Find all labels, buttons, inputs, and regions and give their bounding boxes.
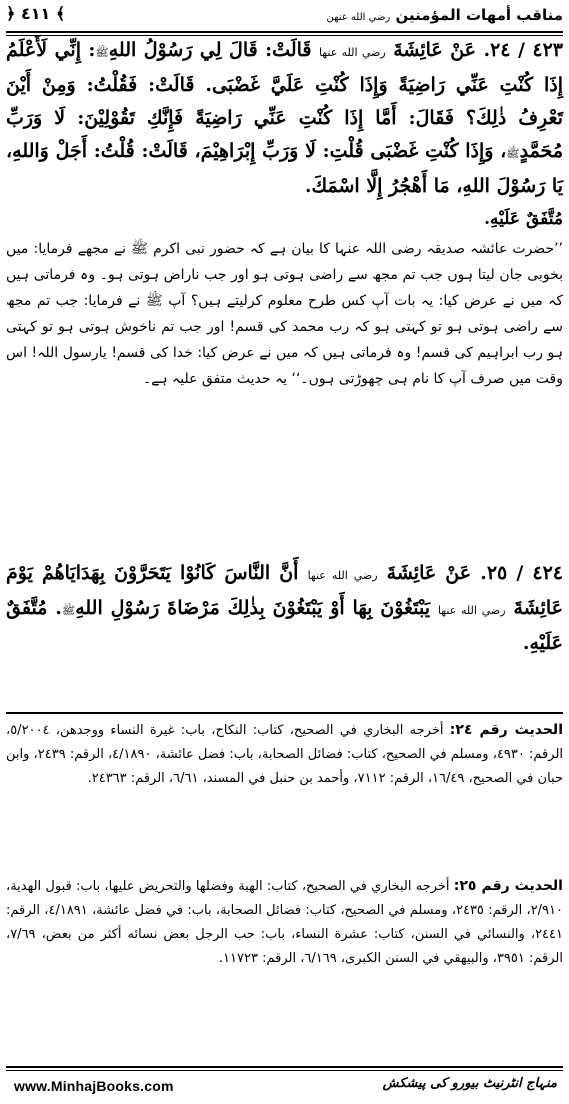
- footnote-24-label: الحديث رقم ٢٤:: [449, 722, 563, 738]
- footnote-25-label: الحديث رقم ٢٥:: [453, 878, 563, 894]
- footer-publisher: منہاج انٹرنیٹ بیورو کی پیشکش: [382, 1076, 557, 1091]
- hadith-25-text-a: أَنَّ النَّاسَ كَانُوْا يَتَحَرَّوْنَ بِهَدَايَاهُمْ يَوْمَ عَائِشَةَ: [6, 562, 563, 619]
- hadith-25-number: ٤٢٤ / ٢٥.: [480, 562, 563, 584]
- hadith-24-narrator: عَنْ عَائِشَةَ: [393, 39, 476, 61]
- hadith-24: [6, 34, 563, 236]
- hadith-25-grading: . مُتَّفَقٌ عَلَيْهِ.: [6, 597, 563, 654]
- footnote-24-text: أخرجه البخاري في الصحيح، كتاب: النكاح، باب: غيرة النساء ووجدهن، ٥/٢٠٠٤، الرقم: ٤٩٣٠، ومسلم في الصحيح، كتاب: فضائل الصحابة، باب: فضل عائشة، ٤/١٨٩٠، الرقم: ٢٤٣٩، وابن حبان في الصحيح، ١٦/٤٩، الرقم: ٧١١٢، وأحمد بن حنبل في المسند، ٦/٦١، الرقم: ٢٤٣٦٣.: [6, 723, 564, 786]
- hadith-25-narrator: عَنْ عَائِشَةَ: [386, 562, 472, 584]
- header-rule: [6, 31, 563, 33]
- hadith-25: [6, 557, 563, 660]
- page-number: ﴿ ٤١١ ﴾: [6, 4, 66, 23]
- salutation-mark: ﷺ: [95, 46, 109, 59]
- footnote-rule: [6, 712, 563, 714]
- hadith-25-honorific: رضي الله عنها: [307, 569, 378, 582]
- footer-website-link[interactable]: www.MinhajBooks.com: [14, 1078, 174, 1094]
- hadith-25-honorific-2: رضي الله عنها: [437, 604, 506, 617]
- urdu-translation: [6, 236, 563, 392]
- hadith-25-text-b: يَبْتَغُوْنَ بِهَا أَوْ يَبْتَغُوْنَ بِذٰلِكَ مَرْضَاةَ رَسُوْلِ اللهِ: [75, 597, 430, 619]
- header-title-text: مناقب أمهات المؤمنين: [395, 6, 563, 24]
- hadith-24-text-b: : إِنِّي لَأَعْلَمُ إِذَا كُنْتِ عَنِّي رَاضِيَةً وَإِذَا كُنْتِ عَلَيَّ غَضْبَى. قَالَتْ: فَقُلْتُ: وَمِنْ أَيْنَ تَعْرِفُ ذٰلِكَ؟ فَقَالَ: أَمَّا إِذَا كُنْتِ عَنِّي رَاضِيَةً فَإِنَّكِ تَقُوْلِيْنَ: لَا وَرَبِّ مُحَمَّدٍ: [6, 39, 563, 162]
- salutation-mark: ﷺ: [61, 604, 76, 617]
- hadith-24-text-a: قَالَتْ: قَالَ لِي رَسُوْلُ اللهِ: [108, 39, 312, 61]
- salutation-mark: ﷺ: [506, 147, 520, 160]
- urdu-line-2: میں بخوبی جان لیتا ہوں جب تم مجھ سے راضی ہوتی ہو اور جب ناراض ہوتی ہو۔ وہ فرماتی ہیں کہ میں نے عرض کیا: یہ بات آپ کس طرح معلوم کرلیتے ہیں؟ آپ ﷺ نے فرمایا: جب تم مجھ سے راضی ہوتی ہو تو کہتی ہو کہ رب محمد کی قسم! اور جب تم ناخوش ہوتی ہو تو کہتی ہو رب ابراہیم کی قسم! وہ فرماتی ہیں کہ میں نے عرض کیا: خدا کی قسم! یارسول اللہ! اس وقت میں صرف آپ کا نام ہی چھوڑتی ہوں۔‘‘ یہ حدیث متفق علیہ ہے۔: [6, 241, 563, 387]
- header-title: [327, 6, 563, 24]
- urdu-line-1: ’’حضرت عائشہ صدیقہ رضی اللہ عنہا کا بیان ہے کہ حضور نبی اکرم ﷺ نے مجھے فرمایا:: [33, 241, 564, 257]
- footnote-25: [6, 874, 563, 971]
- footer-rule: [6, 1066, 563, 1068]
- footnote-24: [6, 718, 563, 791]
- footnote-25-text: أخرجه البخاري في الصحيح، كتاب: الهبة وفضلها والتحريض عليها، باب: قبول الهدية، ٢/٩١٠، الرقم: ٢٤٣٥، ومسلم في الصحيح، كتاب: فضائل الصحابة، باب: في فضل عائشة، ٤/١٨٩١، الرقم: ٢٤٤١، والنسائي في السنن، كتاب: عشرة النساء، باب: حب الرجل بعض نسائه أكثر من بعض، ٧/٦٩، الرقم: ٣٩٥١، والبيهقي في السنن الكبرى، ٦/١٦٩، الرقم: ١١٧٢٣.: [6, 879, 563, 966]
- hadith-24-grading: مُتَّفَقٌ عَلَيْهِ.: [484, 209, 563, 229]
- hadith-24-text-c: ، وَإِذَا كُنْتِ غَضْبَى قُلْتِ: لَا وَرَبِّ إِبْرَاهِيْمَ، قَالَتْ: قُلْتُ: أَجَلْ وَاللهِ، يَا رَسُوْلَ اللهِ، مَا أَهْجُرُ إِلَّا اسْمَكَ.: [6, 140, 563, 197]
- hadith-24-honorific: رضي الله عنها: [318, 46, 386, 59]
- header-title-honorific: رضي الله عنهن: [326, 12, 391, 23]
- running-header: [6, 4, 563, 30]
- hadith-24-number: ٤٢٣ / ٢٤.: [483, 39, 563, 61]
